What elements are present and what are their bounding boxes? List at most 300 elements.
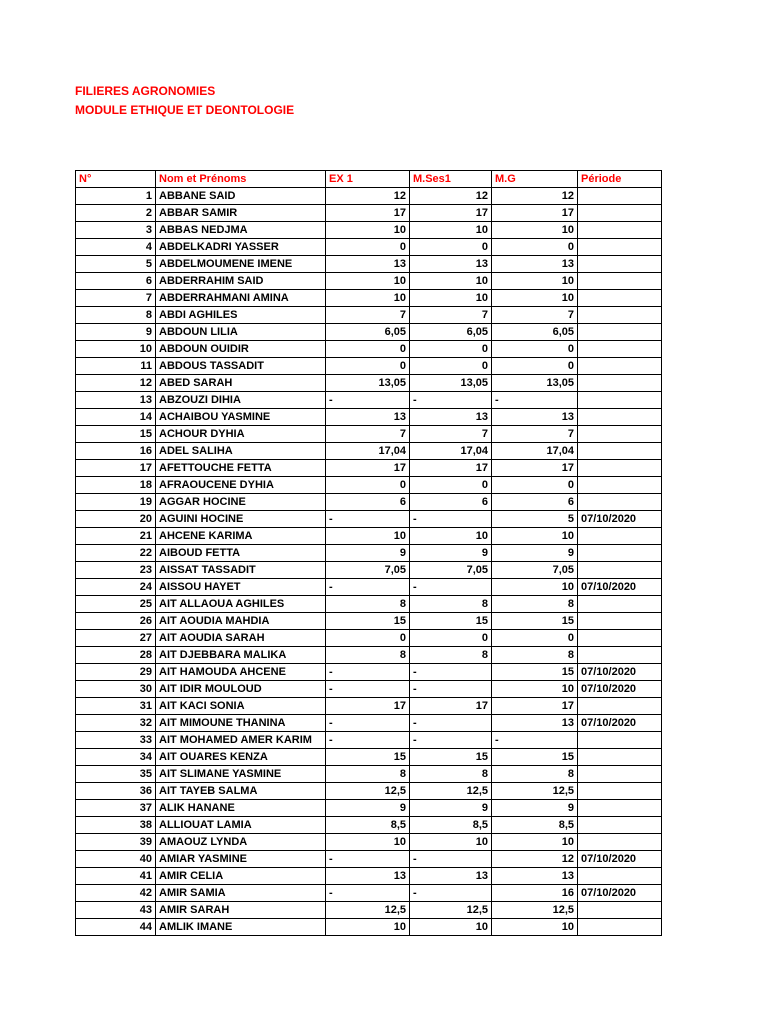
cell-mg: 0 <box>492 630 578 647</box>
column-header-2: EX 1 <box>326 171 410 188</box>
cell-ex1: 10 <box>326 834 410 851</box>
cell-name: AHCENE KARIMA <box>156 528 326 545</box>
cell-name: AIT KACI SONIA <box>156 698 326 715</box>
cell-ex1: 17 <box>326 460 410 477</box>
cell-name: AMIR CELIA <box>156 868 326 885</box>
cell-mg: 12,5 <box>492 902 578 919</box>
cell-number: 21 <box>76 528 156 545</box>
cell-periode <box>578 205 662 222</box>
cell-ex1: - <box>326 851 410 868</box>
cell-mg: 9 <box>492 545 578 562</box>
cell-ex1: - <box>326 732 410 749</box>
cell-ex1: 13 <box>326 409 410 426</box>
cell-number: 15 <box>76 426 156 443</box>
cell-mg: 17,04 <box>492 443 578 460</box>
cell-name: AIT HAMOUDA AHCENE <box>156 664 326 681</box>
table-row <box>76 307 662 324</box>
cell-name: AIT AOUDIA MAHDIA <box>156 613 326 630</box>
cell-periode <box>578 409 662 426</box>
cell-periode <box>578 800 662 817</box>
cell-number: 3 <box>76 222 156 239</box>
cell-number: 12 <box>76 375 156 392</box>
cell-name: ACHOUR DYHIA <box>156 426 326 443</box>
cell-number: 44 <box>76 919 156 936</box>
cell-name: AISSAT TASSADIT <box>156 562 326 579</box>
cell-name: ABBAR SAMIR <box>156 205 326 222</box>
table-row <box>76 545 662 562</box>
table-row <box>76 205 662 222</box>
cell-ex1: 10 <box>326 919 410 936</box>
cell-name: AMIR SARAH <box>156 902 326 919</box>
cell-periode <box>578 324 662 341</box>
cell-number: 33 <box>76 732 156 749</box>
cell-periode: 07/10/2020 <box>578 885 662 902</box>
cell-mses1: 0 <box>410 477 492 494</box>
cell-mses1: - <box>410 664 492 681</box>
table-row <box>76 732 662 749</box>
table-row <box>76 324 662 341</box>
cell-periode: 07/10/2020 <box>578 579 662 596</box>
cell-number: 1 <box>76 188 156 205</box>
table-row <box>76 341 662 358</box>
cell-number: 20 <box>76 511 156 528</box>
column-header-0: N° <box>76 171 156 188</box>
table-row <box>76 834 662 851</box>
cell-periode <box>578 358 662 375</box>
cell-mg: 15 <box>492 664 578 681</box>
table-row <box>76 766 662 783</box>
cell-number: 6 <box>76 273 156 290</box>
cell-name: ABDOUS TASSADIT <box>156 358 326 375</box>
table-row <box>76 392 662 409</box>
table-row <box>76 902 662 919</box>
table-row <box>76 511 662 528</box>
cell-mg: 12,5 <box>492 783 578 800</box>
cell-mg: 9 <box>492 800 578 817</box>
cell-number: 23 <box>76 562 156 579</box>
cell-mses1: 6 <box>410 494 492 511</box>
cell-mg: 17 <box>492 460 578 477</box>
cell-ex1: 13,05 <box>326 375 410 392</box>
table-row <box>76 783 662 800</box>
cell-periode <box>578 188 662 205</box>
cell-mses1: 10 <box>410 528 492 545</box>
cell-ex1: 10 <box>326 222 410 239</box>
cell-mg: 5 <box>492 511 578 528</box>
table-row <box>76 681 662 698</box>
table-row <box>76 817 662 834</box>
table-row <box>76 494 662 511</box>
column-header-3: M.Ses1 <box>410 171 492 188</box>
cell-number: 7 <box>76 290 156 307</box>
cell-mg: 16 <box>492 885 578 902</box>
cell-name: AIT IDIR MOULOUD <box>156 681 326 698</box>
cell-number: 24 <box>76 579 156 596</box>
cell-name: AIT ALLAOUA AGHILES <box>156 596 326 613</box>
table-row <box>76 596 662 613</box>
cell-name: AIT SLIMANE YASMINE <box>156 766 326 783</box>
cell-mg: 0 <box>492 341 578 358</box>
table-row <box>76 579 662 596</box>
cell-number: 36 <box>76 783 156 800</box>
cell-periode <box>578 290 662 307</box>
cell-periode: 07/10/2020 <box>578 851 662 868</box>
cell-number: 38 <box>76 817 156 834</box>
cell-mg: 0 <box>492 477 578 494</box>
cell-number: 40 <box>76 851 156 868</box>
table-row <box>76 460 662 477</box>
table-row <box>76 749 662 766</box>
cell-mg: 10 <box>492 222 578 239</box>
cell-mses1: 0 <box>410 358 492 375</box>
cell-ex1: 8 <box>326 647 410 664</box>
table-row <box>76 647 662 664</box>
table-row <box>76 664 662 681</box>
cell-mg: 10 <box>492 919 578 936</box>
cell-ex1: 8 <box>326 766 410 783</box>
table-header-row <box>76 171 662 188</box>
cell-name: AGUINI HOCINE <box>156 511 326 528</box>
cell-mg: 10 <box>492 681 578 698</box>
cell-mg: 13 <box>492 409 578 426</box>
cell-mses1: 9 <box>410 800 492 817</box>
table-row <box>76 562 662 579</box>
cell-mses1: 17 <box>410 205 492 222</box>
cell-mses1: - <box>410 885 492 902</box>
cell-mg: 13 <box>492 868 578 885</box>
cell-name: AIT MIMOUNE THANINA <box>156 715 326 732</box>
cell-mses1: 10 <box>410 222 492 239</box>
table-body <box>76 188 662 936</box>
cell-mses1: 8 <box>410 647 492 664</box>
cell-ex1: - <box>326 511 410 528</box>
cell-ex1: 10 <box>326 528 410 545</box>
cell-number: 37 <box>76 800 156 817</box>
table-row <box>76 239 662 256</box>
cell-name: ABED SARAH <box>156 375 326 392</box>
cell-mses1: 12,5 <box>410 783 492 800</box>
table-row <box>76 375 662 392</box>
cell-number: 22 <box>76 545 156 562</box>
cell-ex1: 6 <box>326 494 410 511</box>
cell-periode <box>578 477 662 494</box>
cell-periode <box>578 596 662 613</box>
table-row <box>76 256 662 273</box>
table-row <box>76 290 662 307</box>
cell-ex1: 6,05 <box>326 324 410 341</box>
cell-ex1: 17 <box>326 698 410 715</box>
cell-number: 26 <box>76 613 156 630</box>
cell-periode <box>578 545 662 562</box>
cell-ex1: 7,05 <box>326 562 410 579</box>
cell-mses1: 0 <box>410 239 492 256</box>
cell-mses1: 8,5 <box>410 817 492 834</box>
cell-name: AIT DJEBBARA MALIKA <box>156 647 326 664</box>
cell-periode <box>578 426 662 443</box>
cell-name: ACHAIBOU YASMINE <box>156 409 326 426</box>
cell-mses1: 8 <box>410 596 492 613</box>
cell-name: AMLIK IMANE <box>156 919 326 936</box>
cell-mg: 7,05 <box>492 562 578 579</box>
cell-number: 9 <box>76 324 156 341</box>
cell-number: 31 <box>76 698 156 715</box>
cell-number: 28 <box>76 647 156 664</box>
cell-mses1: 13 <box>410 409 492 426</box>
cell-mses1: - <box>410 851 492 868</box>
table-row <box>76 800 662 817</box>
cell-mses1: 10 <box>410 273 492 290</box>
cell-mses1: - <box>410 579 492 596</box>
cell-number: 41 <box>76 868 156 885</box>
cell-number: 27 <box>76 630 156 647</box>
cell-number: 34 <box>76 749 156 766</box>
cell-ex1: 10 <box>326 273 410 290</box>
cell-mses1: 7 <box>410 426 492 443</box>
table-row <box>76 443 662 460</box>
cell-ex1: 7 <box>326 426 410 443</box>
cell-ex1: 13 <box>326 868 410 885</box>
cell-mg: 7 <box>492 426 578 443</box>
cell-name: ABDI AGHILES <box>156 307 326 324</box>
title-line-2: MODULE ETHIQUE ET DEONTOLOGIE <box>75 103 295 117</box>
cell-mg: 10 <box>492 834 578 851</box>
cell-periode <box>578 307 662 324</box>
cell-ex1: 0 <box>326 358 410 375</box>
document-header <box>75 82 294 120</box>
cell-ex1: - <box>326 392 410 409</box>
cell-mses1: 17,04 <box>410 443 492 460</box>
cell-number: 17 <box>76 460 156 477</box>
cell-name: ABDELMOUMENE IMENE <box>156 256 326 273</box>
cell-mses1: - <box>410 715 492 732</box>
cell-periode <box>578 222 662 239</box>
cell-mg: - <box>492 732 578 749</box>
cell-ex1: 12 <box>326 188 410 205</box>
cell-name: AFETTOUCHE FETTA <box>156 460 326 477</box>
cell-periode <box>578 392 662 409</box>
cell-mg: 10 <box>492 273 578 290</box>
cell-ex1: 12,5 <box>326 902 410 919</box>
cell-name: ALLIOUAT LAMIA <box>156 817 326 834</box>
table-row <box>76 885 662 902</box>
cell-number: 5 <box>76 256 156 273</box>
cell-number: 42 <box>76 885 156 902</box>
cell-ex1: 0 <box>326 341 410 358</box>
cell-mg: 0 <box>492 239 578 256</box>
cell-mg: - <box>492 392 578 409</box>
cell-mg: 10 <box>492 290 578 307</box>
cell-ex1: 0 <box>326 477 410 494</box>
table-row <box>76 409 662 426</box>
cell-name: AMIAR YASMINE <box>156 851 326 868</box>
cell-periode <box>578 460 662 477</box>
column-header-4: M.G <box>492 171 578 188</box>
cell-periode: 07/10/2020 <box>578 681 662 698</box>
cell-mses1: 6,05 <box>410 324 492 341</box>
title-line-1: FILIERES AGRONOMIES <box>75 84 216 98</box>
cell-periode <box>578 239 662 256</box>
cell-periode <box>578 647 662 664</box>
cell-mg: 15 <box>492 613 578 630</box>
cell-mg: 6 <box>492 494 578 511</box>
table-row <box>76 477 662 494</box>
cell-number: 29 <box>76 664 156 681</box>
cell-mg: 12 <box>492 188 578 205</box>
cell-periode <box>578 273 662 290</box>
table-row <box>76 851 662 868</box>
cell-mses1: - <box>410 392 492 409</box>
cell-mses1: 0 <box>410 341 492 358</box>
cell-number: 2 <box>76 205 156 222</box>
grades-table <box>75 170 662 936</box>
cell-number: 25 <box>76 596 156 613</box>
cell-mses1: 7 <box>410 307 492 324</box>
cell-name: ABDERRAHMANI AMINA <box>156 290 326 307</box>
cell-periode: 07/10/2020 <box>578 715 662 732</box>
cell-name: ALIK HANANE <box>156 800 326 817</box>
cell-mses1: 15 <box>410 613 492 630</box>
cell-mses1: - <box>410 732 492 749</box>
cell-periode <box>578 630 662 647</box>
cell-mses1: 17 <box>410 460 492 477</box>
cell-name: AMIR SAMIA <box>156 885 326 902</box>
cell-number: 35 <box>76 766 156 783</box>
cell-number: 10 <box>76 341 156 358</box>
cell-name: AIT AOUDIA SARAH <box>156 630 326 647</box>
cell-ex1: - <box>326 885 410 902</box>
cell-ex1: - <box>326 715 410 732</box>
cell-periode <box>578 766 662 783</box>
cell-mses1: 7,05 <box>410 562 492 579</box>
cell-mses1: - <box>410 681 492 698</box>
cell-ex1: 13 <box>326 256 410 273</box>
table-row <box>76 528 662 545</box>
cell-mses1: 12 <box>410 188 492 205</box>
cell-number: 30 <box>76 681 156 698</box>
cell-periode <box>578 834 662 851</box>
table-row <box>76 698 662 715</box>
cell-ex1: 15 <box>326 613 410 630</box>
cell-name: ABZOUZI DIHIA <box>156 392 326 409</box>
cell-mses1: 15 <box>410 749 492 766</box>
cell-ex1: 8 <box>326 596 410 613</box>
cell-mses1: 17 <box>410 698 492 715</box>
cell-mg: 8,5 <box>492 817 578 834</box>
table-row <box>76 715 662 732</box>
cell-periode <box>578 528 662 545</box>
cell-mses1: 12,5 <box>410 902 492 919</box>
cell-periode <box>578 375 662 392</box>
cell-mses1: - <box>410 511 492 528</box>
cell-ex1: 9 <box>326 800 410 817</box>
cell-mses1: 10 <box>410 919 492 936</box>
cell-ex1: - <box>326 579 410 596</box>
cell-periode <box>578 698 662 715</box>
cell-mg: 17 <box>492 698 578 715</box>
cell-name: AMAOUZ LYNDA <box>156 834 326 851</box>
cell-name: ABDERRAHIM SAID <box>156 273 326 290</box>
cell-periode <box>578 902 662 919</box>
cell-name: ABBAS NEDJMA <box>156 222 326 239</box>
cell-periode <box>578 443 662 460</box>
cell-number: 11 <box>76 358 156 375</box>
cell-number: 13 <box>76 392 156 409</box>
cell-number: 43 <box>76 902 156 919</box>
cell-name: AIBOUD FETTA <box>156 545 326 562</box>
table-row <box>76 919 662 936</box>
cell-ex1: 9 <box>326 545 410 562</box>
table-row <box>76 613 662 630</box>
cell-mses1: 13 <box>410 256 492 273</box>
cell-mg: 13 <box>492 715 578 732</box>
cell-ex1: 10 <box>326 290 410 307</box>
cell-ex1: 12,5 <box>326 783 410 800</box>
cell-mg: 8 <box>492 647 578 664</box>
cell-number: 16 <box>76 443 156 460</box>
cell-name: ABDOUN OUIDIR <box>156 341 326 358</box>
cell-periode <box>578 256 662 273</box>
cell-name: AIT TAYEB SALMA <box>156 783 326 800</box>
cell-name: AGGAR HOCINE <box>156 494 326 511</box>
cell-periode <box>578 341 662 358</box>
cell-periode: 07/10/2020 <box>578 664 662 681</box>
cell-periode <box>578 868 662 885</box>
cell-name: AISSOU HAYET <box>156 579 326 596</box>
cell-periode <box>578 783 662 800</box>
cell-mg: 15 <box>492 749 578 766</box>
table-row <box>76 868 662 885</box>
cell-number: 4 <box>76 239 156 256</box>
cell-ex1: 8,5 <box>326 817 410 834</box>
cell-ex1: 7 <box>326 307 410 324</box>
cell-mses1: 13 <box>410 868 492 885</box>
cell-periode <box>578 494 662 511</box>
cell-mg: 8 <box>492 596 578 613</box>
cell-name: AIT OUARES KENZA <box>156 749 326 766</box>
cell-mg: 6,05 <box>492 324 578 341</box>
cell-periode <box>578 562 662 579</box>
cell-number: 8 <box>76 307 156 324</box>
cell-number: 19 <box>76 494 156 511</box>
cell-mses1: 10 <box>410 290 492 307</box>
cell-ex1: - <box>326 664 410 681</box>
cell-periode <box>578 613 662 630</box>
cell-mg: 7 <box>492 307 578 324</box>
cell-name: AIT MOHAMED AMER KARIM <box>156 732 326 749</box>
cell-number: 14 <box>76 409 156 426</box>
table-row <box>76 358 662 375</box>
table-row <box>76 188 662 205</box>
cell-mg: 12 <box>492 851 578 868</box>
cell-mses1: 8 <box>410 766 492 783</box>
cell-periode <box>578 749 662 766</box>
cell-ex1: 15 <box>326 749 410 766</box>
cell-number: 39 <box>76 834 156 851</box>
cell-mg: 10 <box>492 579 578 596</box>
cell-mg: 13,05 <box>492 375 578 392</box>
cell-name: ABDELKADRI YASSER <box>156 239 326 256</box>
table-row <box>76 222 662 239</box>
cell-name: ABDOUN LILIA <box>156 324 326 341</box>
cell-ex1: 17 <box>326 205 410 222</box>
cell-periode <box>578 732 662 749</box>
cell-number: 18 <box>76 477 156 494</box>
table-row <box>76 273 662 290</box>
cell-number: 32 <box>76 715 156 732</box>
cell-ex1: - <box>326 681 410 698</box>
cell-name: AFRAOUCENE DYHIA <box>156 477 326 494</box>
cell-ex1: 0 <box>326 239 410 256</box>
